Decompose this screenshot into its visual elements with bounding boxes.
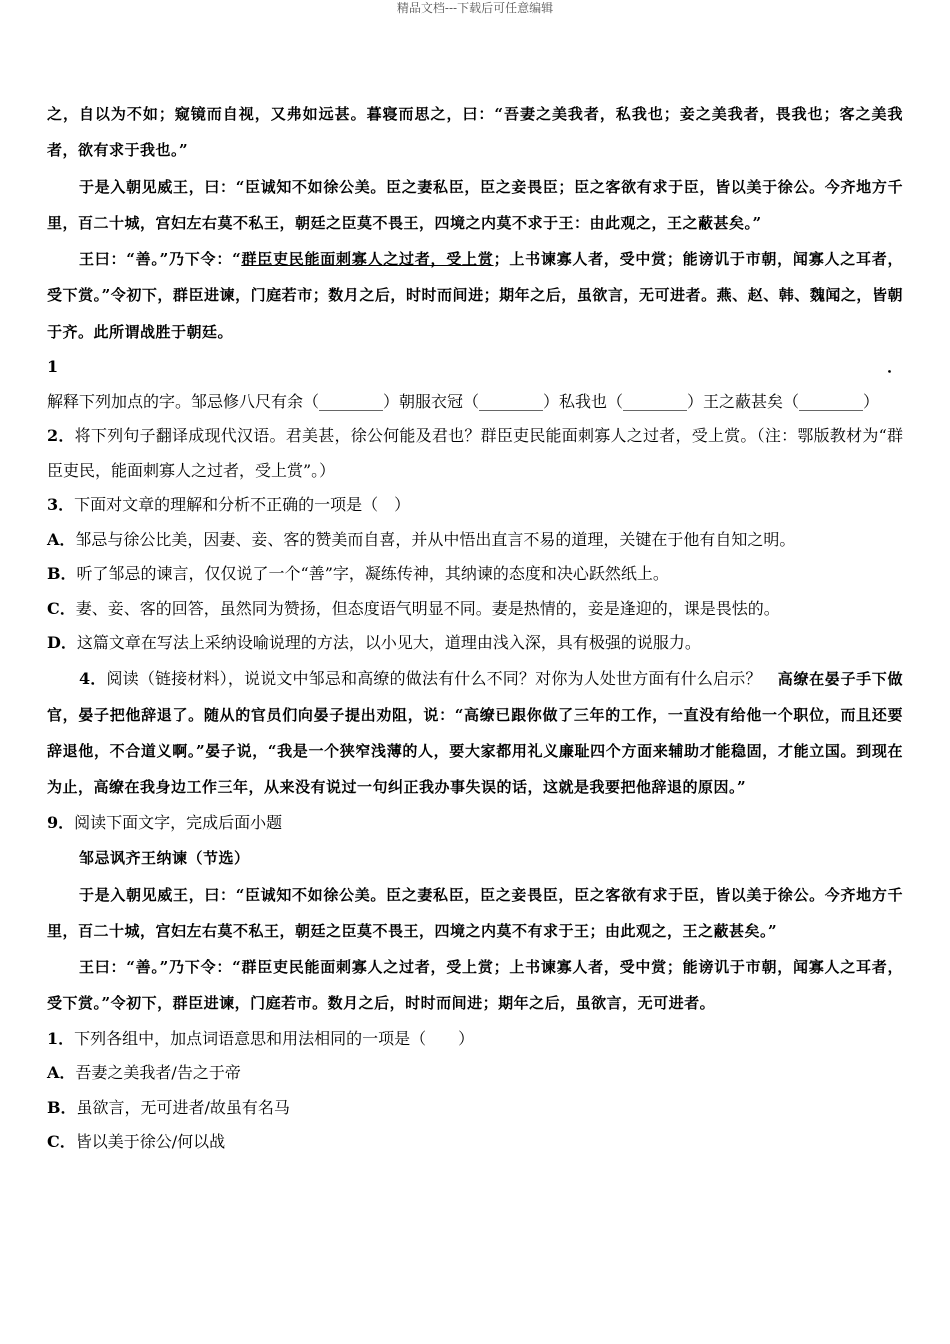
question-text: 解释下列加点的字。邹忌修八尺有余（________）朝服衣冠（________）私我也（________）王之蔽甚矣（________） [47, 391, 880, 411]
option-text: 妻、妾、客的回答，虽然同为赞扬，但态度语气明显不同。妻是热情的，妾是逢迎的，课是畏怯的。 [75, 598, 780, 618]
option-b [47, 557, 903, 592]
option-text: 虽欲言，无可进者/故虽有名马 [76, 1097, 290, 1117]
passage-paragraph-1: 之，自以为不如；窥镜而自视，又弗如远甚。暮寝而思之，曰：“吾妻之美我者，私我也；妾之美我者，畏我也；客之美我者，欲有求于我也。” [47, 105, 903, 160]
option-d [47, 626, 903, 661]
question-number: 2． [47, 426, 75, 446]
question-1 [47, 350, 903, 419]
section-9-question-1 [47, 1022, 903, 1057]
section-9-option-b [47, 1091, 903, 1126]
option-a [47, 523, 903, 558]
option-text: 听了邹忌的谏言，仅仅说了一个“善”字，凝练传神，其纳谏的态度和决心跃然纸上。 [76, 564, 669, 584]
option-text: 吾妻之美我者/告之于帝 [75, 1063, 241, 1083]
section-9-option-a [47, 1056, 903, 1091]
passage-text: ；上书谏寡人者，受中赏；能谤讥于市朝，闻寡人之耳者，受下赏。”令初下，群臣进谏，门庭若市；数月之后，时时而间进；期年之后，虽欲言，无可进者。燕、赵、韩、魏闻之，皆朝于齐。此所谓战胜于朝廷。 [47, 250, 903, 341]
option-c [47, 592, 903, 627]
passage-paragraph-3 [47, 241, 903, 350]
option-label: C． [47, 598, 76, 618]
question-3 [47, 488, 903, 523]
page-header: 精品文档---下载后可任意编辑 [396, 1, 554, 15]
section-9-intro [47, 806, 903, 841]
question-number: 9． [47, 812, 75, 832]
option-label: A． [47, 1063, 76, 1083]
question-text: 将下列句子翻译成现代汉语。君美甚，徐公何能及君也？群臣吏民能面刺寡人之过者，受上赏。（注：鄂版教材为“群臣吏民，能面刺寡人之过者，受上赏”。） [47, 426, 903, 480]
question-number: 1． [47, 1028, 75, 1048]
section-9-option-c [47, 1125, 903, 1160]
question-text: 阅读下面文字，完成后面小题 [74, 812, 283, 832]
option-text: 邹忌与徐公比美，因妻、妾、客的赞美而自喜，并从中悟出直言不易的道理，关键在于他有自知之明。 [75, 529, 796, 549]
option-label: A． [47, 529, 76, 549]
option-text: 皆以美于徐公/何以战 [75, 1132, 226, 1152]
question-text: 下列各组中，加点词语意思和用法相同的一项是（ ） [74, 1028, 475, 1048]
option-label: C． [47, 1132, 76, 1152]
passage-text: 王曰：“善。”乃下令：“ [79, 250, 242, 269]
section-9-paragraph-1: 于是入朝见威王，曰：“臣诚知不如徐公美。臣之妻私臣，臣之妾畏臣，臣之客欲有求于臣，皆以美于徐公。今齐地方千里，百二十城，宫妇左右莫不私王，朝廷之臣莫不畏王，四境之内莫不有求于王；由此观之，王之蔽甚矣。” [47, 885, 903, 940]
question-4 [47, 661, 903, 806]
option-label: D． [47, 633, 77, 653]
document-body [47, 96, 903, 1160]
question-2 [47, 419, 903, 488]
question-number: 4． [79, 668, 107, 688]
section-9-title: 邹忌讽齐王纳谏（节选） [79, 849, 250, 868]
passage-paragraph-2: 于是入朝见威王，曰：“臣诚知不如徐公美。臣之妻私臣，臣之妾畏臣；臣之客欲有求于臣，皆以美于徐公。今齐地方千里，百二十城，宫妇左右莫不私王，朝廷之臣莫不畏王，四境之内莫不求于王：由此观之，王之蔽甚矣。” [47, 177, 903, 232]
option-label: B． [47, 1097, 77, 1117]
section-9-paragraph-2: 王曰：“善。”乃下令：“群臣吏民能面刺寡人之过者，受上赏；上书谏寡人者，受中赏；能谤讥于市朝，闻寡人之耳者，受下赏。”令初下，群臣进谏，门庭若市。数月之后，时时而间进；期年之后，虽欲言，无可进者。 [47, 958, 903, 1013]
linked-material: 高缭在晏子手下做官，晏子把他辞退了。随从的官员们向晏子提出劝阻，说：“高缭已跟你做了三年的工作，一直没有给他一个职位，而且还要辞退他，不合道义啊。”晏子说，“我是一个狭窄浅薄的人，要大家都用礼义廉耻四个方面来辅助才能稳固，才能立国。到现在为止，高缭在我身边工作三年，从来没有说过一句纠正我办事失误的话，这就是我要把他辞退的原因。” [47, 669, 903, 797]
underlined-sentence: 群臣吏民能面刺寡人之过者，受上赏 [241, 250, 494, 269]
question-text: 下面对文章的理解和分析不正确的一项是（ ） [74, 495, 411, 515]
option-text: 这篇文章在写法上采纳设喻说理的方法，以小见大，道理由浅入深，具有极强的说服力。 [76, 633, 701, 653]
question-text: 阅读（链接材料），说说文中邹忌和高缭的做法有什么不同？对你为人处世方面有什么启示？ [106, 668, 762, 688]
question-number: 1． [47, 357, 903, 377]
option-label: B． [47, 564, 77, 584]
question-number: 3． [47, 495, 75, 515]
